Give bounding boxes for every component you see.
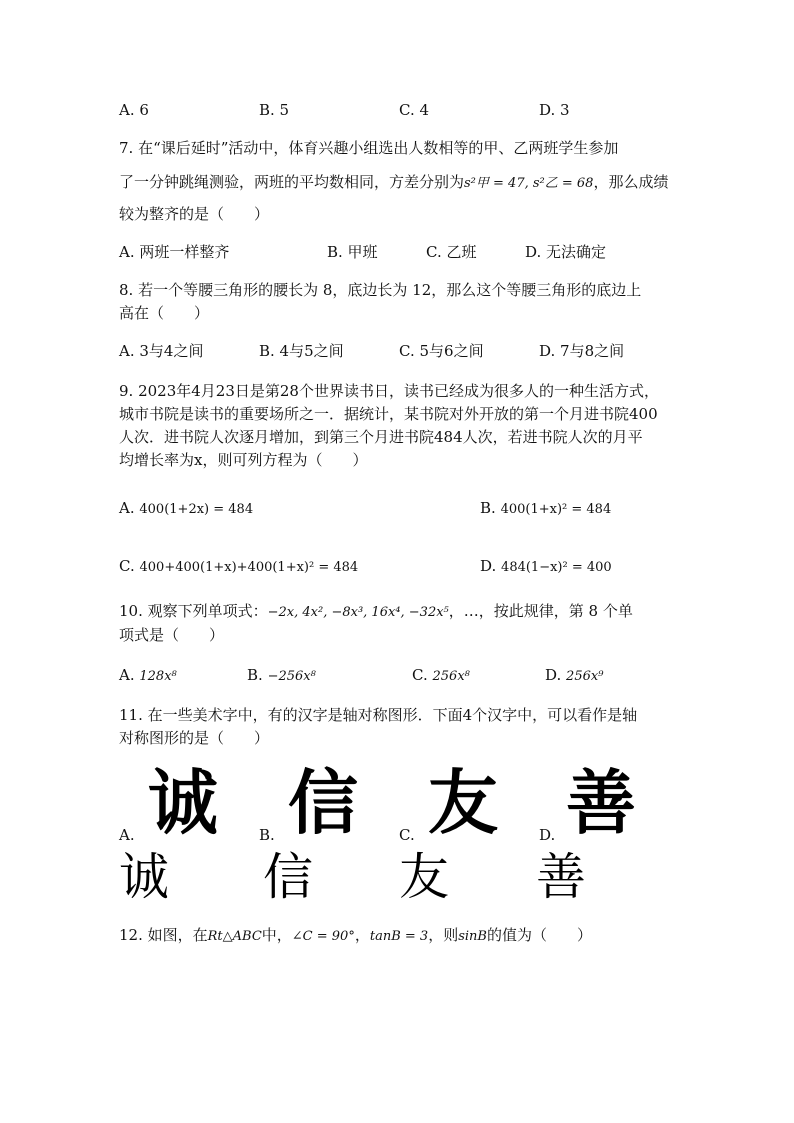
q7-line1: 7. 在“课后延时”活动中，体育兴趣小组选出人数相等的甲、乙两班学生参加	[119, 139, 619, 157]
q7-option-a: A. 两班一样整齐	[119, 243, 230, 261]
q6-option-b: B. 5	[259, 101, 290, 119]
q10-line1	[119, 601, 633, 623]
q9-option-a-formula: 400(1+2x) = 484	[139, 502, 254, 517]
q9-option-b-formula: 400(1+x)² = 484	[500, 502, 612, 517]
q10-option-c	[412, 665, 470, 687]
q12-mid1: 中，	[261, 926, 292, 944]
q9-line2: 城市书院是读书的重要场所之一．据统计，某书院对外开放的第一个月进书院400	[119, 405, 658, 423]
q10-option-d-label: D.	[545, 666, 562, 684]
q9-option-d-formula: 484(1−x)² = 400	[501, 560, 612, 575]
q8-option-a: A. 3与4之间	[119, 342, 204, 360]
q9-option-a-label: A.	[119, 499, 135, 517]
q11-plain-char-b: 信	[263, 848, 313, 906]
q11-plain-char-d: 善	[536, 848, 586, 906]
q7-option-b: B. 甲班	[327, 243, 378, 261]
q10-monomial-sequence: −2x, 4x², −8x³, 16x⁴, −32x⁵	[267, 605, 449, 620]
q10-option-d	[545, 665, 603, 687]
q10-option-b-label: B.	[247, 666, 263, 684]
q12-sin: sinB	[458, 929, 487, 944]
q9-option-d-label: D.	[480, 557, 497, 575]
q12-post: 的值为（ ）	[486, 926, 592, 944]
q9-option-b-label: B.	[480, 499, 496, 517]
q10-option-b	[247, 665, 316, 687]
q11-line1: 11. 在一些美术字中，有的汉字是轴对称图形．下面4个汉字中，可以看作是轴	[119, 706, 638, 724]
q12-line1	[119, 925, 592, 947]
q10-line1-pre: 10. 观察下列单项式：	[119, 602, 268, 620]
q7-line2-pre: 了一分钟跳绳测验，两班的平均数相同，方差分别为	[119, 173, 465, 191]
q9-option-c	[119, 556, 358, 578]
q12-triangle: Rt△ABC	[207, 929, 262, 944]
q8-option-c: C. 5与6之间	[399, 342, 484, 360]
q10-line1-post: ，…，按此规律，第 8 个单	[448, 602, 633, 620]
q7-option-d: D. 无法确定	[525, 243, 607, 261]
q8-line1: 8. 若一个等腰三角形的腰长为 8，底边长为 12，那么这个等腰三角形的底边上	[119, 281, 642, 299]
q11-option-c-label: C.	[399, 826, 415, 844]
q10-option-c-formula: 256x⁸	[432, 669, 470, 684]
q12-mid3: ，则	[428, 926, 459, 944]
q11-line2: 对称图形的是（ ）	[119, 729, 270, 747]
q11-art-char-c: 友	[428, 762, 498, 844]
q11-option-a-label: A.	[119, 826, 135, 844]
q10-option-a	[119, 665, 177, 687]
q7-line3: 较为整齐的是（ ）	[119, 205, 270, 223]
q9-option-d	[480, 556, 612, 578]
q12-angle: ∠C = 90°	[291, 929, 355, 944]
q6-option-d: D. 3	[539, 101, 570, 119]
q7-variance-formula: s²甲 = 47, s²乙 = 68	[464, 176, 594, 191]
q11-art-char-d: 善	[566, 762, 636, 844]
q7-line2	[119, 172, 668, 194]
q9-option-b	[480, 498, 611, 520]
q11-art-char-a: 诚	[148, 762, 218, 844]
q10-option-a-formula: 128x⁸	[139, 669, 177, 684]
q11-option-b-label: B.	[259, 826, 275, 844]
q10-option-a-label: A.	[119, 666, 135, 684]
q11-option-d-label: D.	[539, 826, 556, 844]
q10-option-d-formula: 256x⁹	[566, 669, 604, 684]
q9-option-c-formula: 400+400(1+x)+400(1+x)² = 484	[139, 560, 359, 575]
q7-option-c: C. 乙班	[426, 243, 477, 261]
q8-option-b: B. 4与5之间	[259, 342, 344, 360]
q7-line2-post: ，那么成绩	[593, 173, 669, 191]
q6-option-c: C. 4	[399, 101, 430, 119]
q9-option-c-label: C.	[119, 557, 135, 575]
q8-line2: 高在（ ）	[119, 304, 210, 322]
q9-line1: 9. 2023年4月23日是第28个世界读书日，读书已经成为很多人的一种生活方式，	[119, 382, 659, 400]
q6-option-a: A. 6	[119, 101, 149, 119]
q11-plain-char-c: 友	[399, 848, 449, 906]
q10-line2: 项式是（ ）	[119, 626, 225, 644]
q11-plain-char-a: 诚	[119, 848, 169, 906]
q11-art-char-b: 信	[288, 762, 358, 844]
q12-mid2: ，	[354, 926, 370, 944]
q9-line3: 人次．进书院人次逐月增加，到第三个月进书院484人次，若进书院人次的月平	[119, 428, 643, 446]
q12-tan: tanB = 3	[369, 929, 429, 944]
q9-option-a	[119, 498, 253, 520]
q10-option-c-label: C.	[412, 666, 428, 684]
q12-pre: 12. 如图，在	[119, 926, 208, 944]
q8-option-d: D. 7与8之间	[539, 342, 625, 360]
q9-line4: 均增长率为x，则可列方程为（ ）	[119, 451, 368, 469]
q10-option-b-formula: −256x⁸	[267, 669, 316, 684]
